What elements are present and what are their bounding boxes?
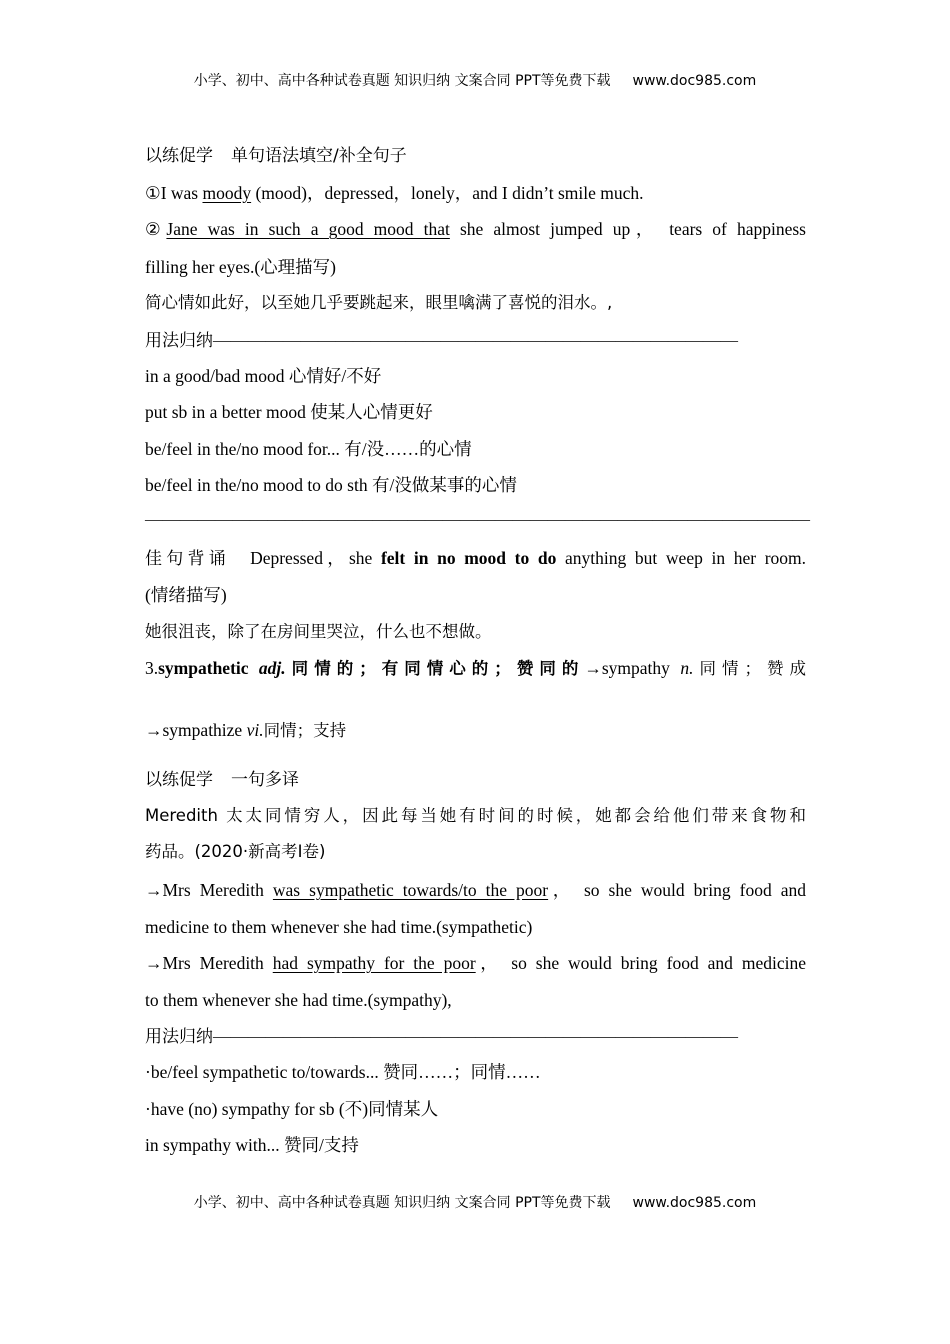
exercise-1 bbox=[145, 180, 644, 206]
answer-2-prefix: →Mrs Meredith bbox=[145, 953, 273, 973]
vocab-derivative-1-meaning: 同情；赞成 bbox=[693, 659, 807, 678]
usage-item: be/feel in the/no mood to do sth 有/没做某事的心情 bbox=[145, 475, 517, 495]
header-text: 小学、初中、高中各种试卷真题 知识归纳 文案合同 PPT等免费下载 bbox=[193, 73, 611, 89]
usage-heading-1 bbox=[145, 327, 738, 354]
usage-heading-label: 用法归纳 bbox=[145, 331, 213, 351]
vocab-number: 3. bbox=[145, 658, 159, 678]
key-sentence-note: (情绪描写) bbox=[145, 585, 227, 605]
usage-heading-label: 用法归纳 bbox=[145, 1027, 213, 1047]
exercise-2-translation: 简心情如此好，以至她几乎要跳起来，眼里噙满了喜悦的泪水。, bbox=[145, 293, 613, 312]
answer-2-underlined: had sympathy for the poor bbox=[272, 953, 476, 973]
usage-heading-rule: —————————————————————————————— bbox=[213, 1026, 738, 1046]
vocab-meaning: 同情的；有同情心的；赞同的 bbox=[285, 659, 585, 678]
answer-1-rest: ， so she would bring food and bbox=[548, 880, 806, 900]
answer-2-rest: ， so she would bring food and medicine bbox=[475, 953, 806, 973]
translation-prompt-line-1: Meredith 太太同情穷人，因此每当她有时间的时候，她都会给他们带来食物和 bbox=[145, 806, 806, 825]
exercise-1-rest: (mood)，depressed，lonely，and I didn’t smile much. bbox=[251, 183, 644, 203]
page-header bbox=[0, 70, 950, 90]
answer-1-prefix: →Mrs Meredith bbox=[145, 880, 273, 900]
header-url[interactable]: www.doc985.com bbox=[632, 73, 757, 89]
vocab-entry-sympathetic bbox=[145, 655, 806, 682]
vocab-derivative-2-meaning: 同情；支持 bbox=[263, 721, 347, 740]
vocab-derivative-2-word: →sympathize bbox=[145, 720, 247, 740]
vocab-derivative-2-pos: vi. bbox=[246, 720, 264, 740]
translation-prompt-line-2: 药品。(2020·新高考Ⅰ卷) bbox=[145, 842, 326, 861]
answer-1-line-1 bbox=[145, 877, 806, 903]
usage-item: ·have (no) sympathy for sb (不)同情某人 bbox=[145, 1099, 439, 1119]
usage-item: put sb in a better mood 使某人心情更好 bbox=[145, 402, 433, 422]
section-heading-practice-2 bbox=[145, 767, 299, 793]
footer-text: 小学、初中、高中各种试卷真题 知识归纳 文案合同 PPT等免费下载 bbox=[193, 1195, 611, 1211]
exercise-2-number: ② bbox=[145, 219, 167, 239]
key-sentence-end: anything but weep in her room. bbox=[556, 548, 807, 568]
usage-item: in a good/bad mood 心情好/不好 bbox=[145, 366, 382, 386]
usage-item: in sympathy with... 赞同/支持 bbox=[145, 1135, 359, 1155]
section-tag: 以练促学 bbox=[145, 146, 213, 166]
section-heading-practice-1 bbox=[145, 143, 407, 169]
section-title: 一句多译 bbox=[231, 770, 299, 790]
vocab-derivative-1-pos: n. bbox=[680, 658, 694, 678]
section-tag: 以练促学 bbox=[145, 770, 213, 790]
answer-1-line-2: medicine to them whenever she had time.(sympathetic) bbox=[145, 917, 533, 937]
usage-item: be/feel in the/no mood for... 有/没……的心情 bbox=[145, 439, 472, 459]
vocab-derivative-2 bbox=[145, 717, 346, 744]
key-sentence-highlight: felt in no mood to do bbox=[380, 548, 557, 568]
exercise-2-line-1 bbox=[145, 216, 806, 242]
exercise-1-prefix: ①I was bbox=[145, 183, 203, 203]
section-end-rule: —————————————————————————————————————— bbox=[145, 509, 810, 529]
usage-heading-rule: —————————————————————————————— bbox=[213, 330, 738, 350]
answer-2-line-2: to them whenever she had time.(sympathy), bbox=[145, 990, 452, 1010]
key-sentence-translation: 她很沮丧，除了在房间里哭泣，什么也不想做。 bbox=[145, 622, 492, 641]
vocab-pos: adj. bbox=[258, 658, 286, 678]
page-footer bbox=[0, 1192, 950, 1212]
footer-url[interactable]: www.doc985.com bbox=[632, 1195, 757, 1211]
key-sentence-tag: 佳句背诵 bbox=[145, 549, 231, 569]
usage-item: ·be/feel sympathetic to/towards... 赞同……；同情…… bbox=[145, 1062, 541, 1082]
exercise-2-answer: Jane was in such a good mood that bbox=[166, 219, 450, 239]
exercise-1-answer: moody bbox=[202, 183, 252, 203]
key-sentence bbox=[145, 545, 806, 572]
section-title: 单句语法填空/补全句子 bbox=[231, 146, 407, 166]
answer-2-line-1 bbox=[145, 950, 806, 976]
key-sentence-start: Depressed，she bbox=[250, 548, 381, 568]
vocab-derivative-1: →sympathy bbox=[584, 658, 681, 678]
usage-heading-2 bbox=[145, 1023, 738, 1050]
vocab-word: sympathetic bbox=[158, 658, 249, 678]
exercise-2-line-2: filling her eyes.(心理描写) bbox=[145, 257, 336, 277]
answer-1-underlined: was sympathetic towards/to the poor bbox=[272, 880, 549, 900]
exercise-2-rest: she almost jumped up， tears of happiness bbox=[449, 219, 806, 239]
